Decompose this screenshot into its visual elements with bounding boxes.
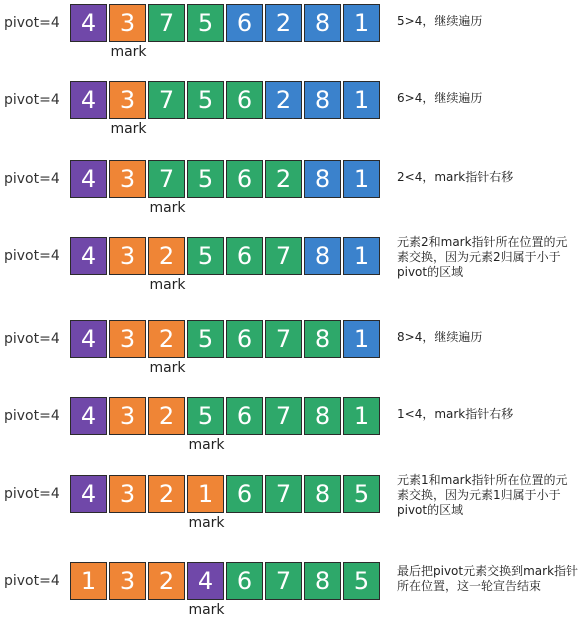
step-row: [0, 475, 581, 531]
array-cell-less: 3: [109, 237, 146, 275]
array-cells: [70, 320, 382, 358]
step-note: 8>4，继续遍历: [397, 330, 483, 344]
array-cell-less: 2: [148, 320, 185, 358]
pivot-label: pivot=4: [4, 15, 60, 31]
mark-pointer-label: mark: [188, 515, 225, 531]
array-cell-greater: 5: [343, 475, 380, 513]
array-cell-greater: 7: [265, 237, 302, 275]
array-cell-pivot: 4: [70, 475, 107, 513]
mark-pointer-label: mark: [149, 360, 186, 376]
step-note: 6>4，继续遍历: [397, 91, 483, 105]
step-note: 元素1和mark指针所在位置的元素交换，因为元素1归属于小于pivot的区域: [397, 473, 568, 517]
array-cell-greater: 6: [226, 160, 263, 198]
array-cell-unvisited: 1: [343, 81, 380, 119]
array-cell-greater: 5: [187, 81, 224, 119]
array-cell-less: 3: [109, 4, 146, 42]
mark-pointer-label: mark: [149, 277, 186, 293]
step-note: 1<4，mark指针右移: [397, 407, 514, 421]
array-cell-greater: 1: [343, 397, 380, 435]
array-cell-less: 2: [148, 562, 185, 600]
pivot-label: pivot=4: [4, 331, 60, 347]
array-cell-pivot: 4: [70, 4, 107, 42]
pivot-label: pivot=4: [4, 92, 60, 108]
step-note: 最后把pivot元素交换到mark指针所在位置，这一轮宣告结束: [397, 564, 579, 593]
array-cell-greater: 5: [187, 320, 224, 358]
array-cell-pivot: 4: [70, 320, 107, 358]
array-cell-pivot: 4: [70, 160, 107, 198]
array-cell-greater: 5: [187, 160, 224, 198]
array-cells: [70, 475, 382, 513]
array-cell-unvisited: 6: [226, 4, 263, 42]
pivot-label: pivot=4: [4, 486, 60, 502]
step-row: [0, 4, 581, 60]
mark-pointer-label: mark: [188, 602, 225, 618]
array-cell-unvisited: 1: [343, 320, 380, 358]
array-cell-pivot: 4: [187, 562, 224, 600]
array-cell-unvisited: 8: [304, 160, 341, 198]
array-cell-less: 3: [109, 81, 146, 119]
array-cell-unvisited: 1: [343, 4, 380, 42]
array-cell-greater: 6: [226, 562, 263, 600]
array-cells: [70, 160, 382, 198]
array-cell-greater: 8: [304, 475, 341, 513]
array-cell-greater: 7: [265, 475, 302, 513]
array-cell-unvisited: 2: [265, 4, 302, 42]
array-cell-pivot: 4: [70, 237, 107, 275]
step-row: [0, 320, 581, 376]
array-cell-pivot: 4: [70, 81, 107, 119]
array-cell-greater: 5: [187, 4, 224, 42]
pivot-label: pivot=4: [4, 248, 60, 264]
array-cell-less: 2: [148, 237, 185, 275]
array-cell-unvisited: 8: [304, 4, 341, 42]
array-cell-greater: 6: [226, 81, 263, 119]
array-cell-greater: 5: [343, 562, 380, 600]
array-cell-less: 1: [70, 562, 107, 600]
array-cell-less: 2: [148, 397, 185, 435]
array-cell-greater: 7: [148, 4, 185, 42]
array-cells: [70, 81, 382, 119]
array-cell-less: 3: [109, 562, 146, 600]
array-cell-greater: 8: [304, 397, 341, 435]
step-row: [0, 81, 581, 137]
array-cell-greater: 5: [187, 237, 224, 275]
mark-pointer-label: mark: [110, 121, 147, 137]
step-row: [0, 160, 581, 216]
mark-pointer-label: mark: [188, 437, 225, 453]
array-cells: [70, 4, 382, 42]
array-cell-less: 3: [109, 397, 146, 435]
array-cell-greater: 6: [226, 237, 263, 275]
step-row: [0, 562, 581, 618]
array-cells: [70, 397, 382, 435]
array-cell-unvisited: 8: [304, 81, 341, 119]
array-cell-greater: 2: [265, 160, 302, 198]
array-cell-greater: 6: [226, 320, 263, 358]
array-cell-less: 2: [148, 475, 185, 513]
array-cells: [70, 562, 382, 600]
step-note: 5>4，继续遍历: [397, 14, 483, 28]
array-cell-less: 3: [109, 160, 146, 198]
array-cells: [70, 237, 382, 275]
array-cell-greater: 8: [304, 562, 341, 600]
step-note: 2<4，mark指针右移: [397, 170, 514, 184]
pivot-label: pivot=4: [4, 408, 60, 424]
array-cell-greater: 7: [265, 397, 302, 435]
array-cell-greater: 8: [304, 320, 341, 358]
mark-pointer-label: mark: [149, 200, 186, 216]
step-row: [0, 397, 581, 453]
step-row: [0, 237, 581, 293]
array-cell-greater: 5: [187, 397, 224, 435]
array-cell-unvisited: 1: [343, 160, 380, 198]
array-cell-unvisited: 8: [304, 237, 341, 275]
array-cell-greater: 7: [148, 160, 185, 198]
array-cell-greater: 7: [148, 81, 185, 119]
array-cell-less: 1: [187, 475, 224, 513]
array-cell-greater: 7: [265, 320, 302, 358]
pivot-label: pivot=4: [4, 573, 60, 589]
array-cell-unvisited: 1: [343, 237, 380, 275]
array-cell-greater: 6: [226, 475, 263, 513]
array-cell-unvisited: 2: [265, 81, 302, 119]
array-cell-less: 3: [109, 320, 146, 358]
array-cell-greater: 6: [226, 397, 263, 435]
array-cell-pivot: 4: [70, 397, 107, 435]
step-note: 元素2和mark指针所在位置的元素交换，因为元素2归属于小于pivot的区域: [397, 235, 568, 279]
mark-pointer-label: mark: [110, 44, 147, 60]
array-cell-greater: 7: [265, 562, 302, 600]
array-cell-less: 3: [109, 475, 146, 513]
pivot-label: pivot=4: [4, 171, 60, 187]
